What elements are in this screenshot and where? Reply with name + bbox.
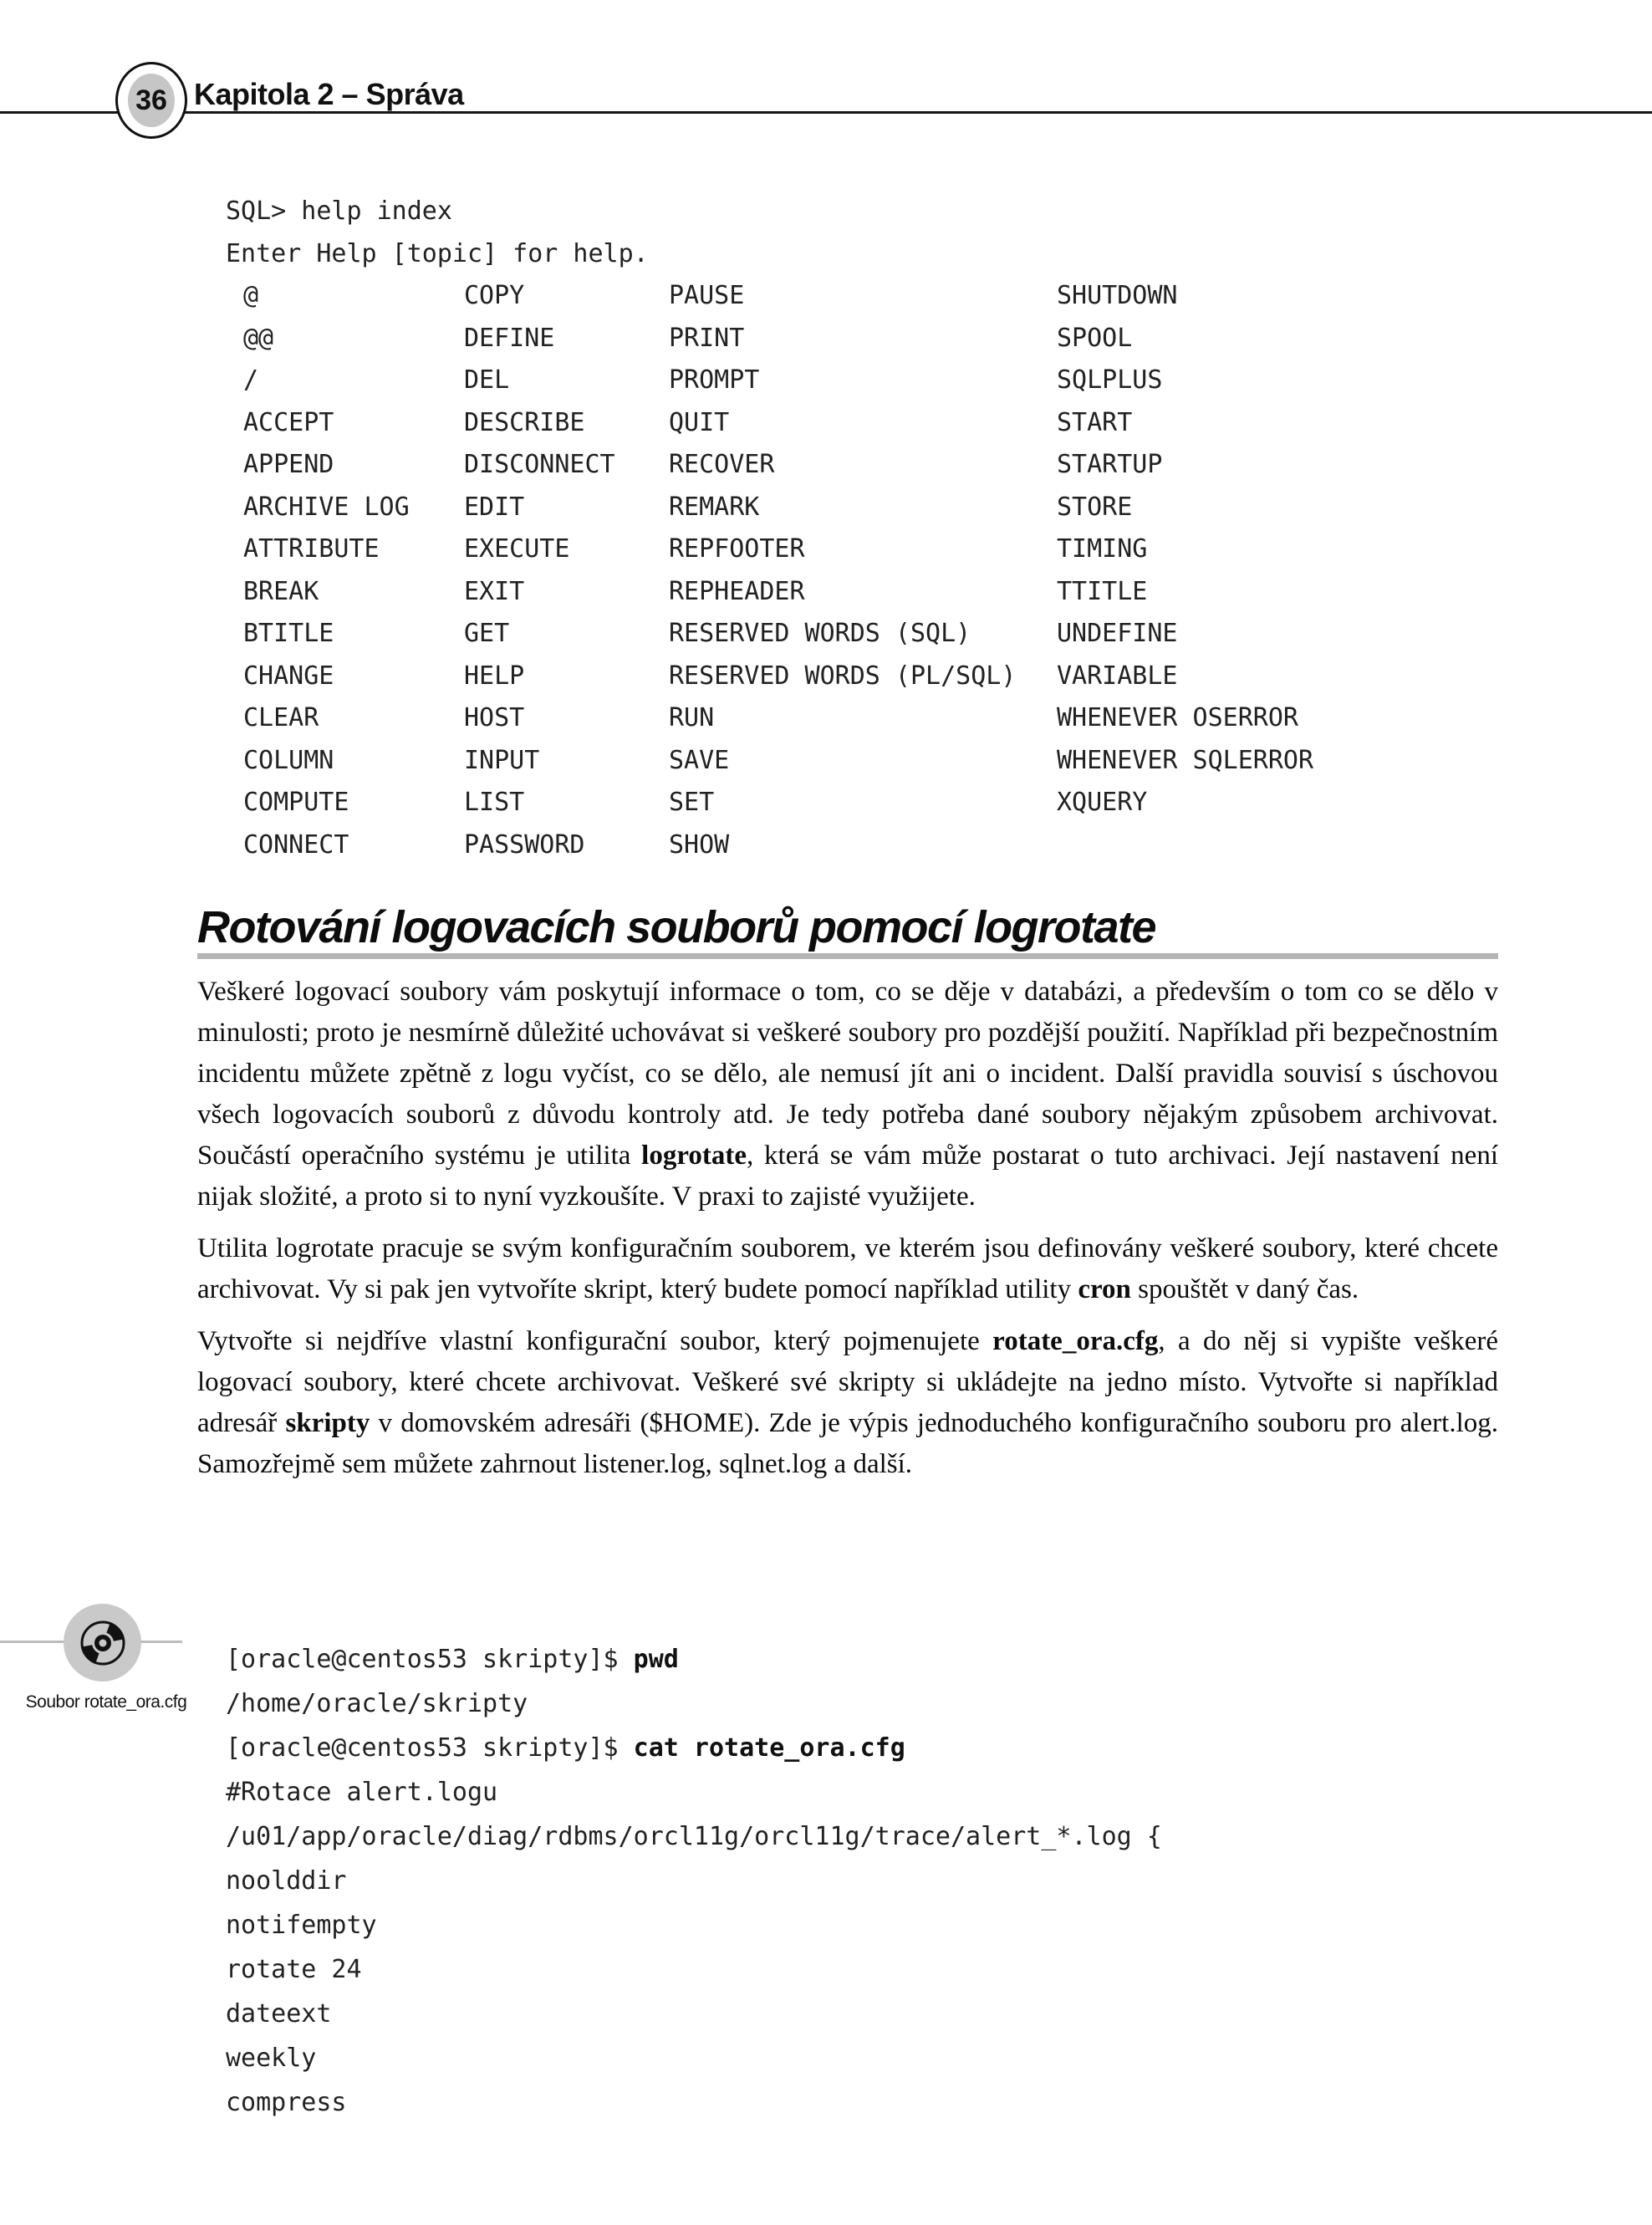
- sql-command: RECOVER: [669, 450, 775, 479]
- paragraph: Veškeré logovací soubory vám poskytují informace o tom, co se děje v databázi, a především o tom co se dělo v minulosti; proto je nesmírně důležité uchovávat si veškeré soubory pro pozdější použití. Například při bezpečnostním incidentu můžete zpětně z logu vyčíst, co se dělo, ale nemusí jít ani o incident. Další pravidla souvisí s úschovou všech logovacích souborů z důvodu kontroly atd. Je tedy potřeba dané soubory nějakým způsobem archivovat. Součástí operačního systému je utilita logrotate, která se vám může postarat o tuto archivaci. Její nastavení není nijak složité, a proto si to nyní vyzkoušíte. V praxi to zajisté využijete.: [197, 977, 1498, 1212]
- sql-command: SQLPLUS: [1057, 365, 1163, 395]
- sql-command: PASSWORD: [464, 829, 585, 860]
- sql-command: WHENEVER SQLERROR: [1057, 745, 1314, 775]
- sql-command: RESERVED WORDS (PL/SQL): [669, 661, 1017, 691]
- paragraph: Utilita logrotate pracuje se svým konfiguračním souborem, ve kterém jsou definovány veškeré soubory, které chcete archivovat. Vy si pak jen vytvoříte skript, který budete pomocí například utility cron spouštět v daný čas.: [197, 1233, 1498, 1304]
- sql-command: DEL: [464, 365, 510, 395]
- sql-command: CLEAR: [243, 703, 319, 732]
- sql-command: GET: [464, 619, 510, 648]
- sql-command: ATTRIBUTE: [243, 534, 380, 564]
- sql-command: LIST: [464, 788, 525, 817]
- sql-command: VARIABLE: [1057, 661, 1178, 691]
- terminal-line: notifempty: [226, 1911, 377, 1940]
- sql-command-grid: [226, 275, 1313, 866]
- sql-command: BTITLE: [243, 619, 334, 648]
- sql-command: ARCHIVE LOG: [243, 492, 410, 522]
- sql-command: ACCEPT: [243, 407, 334, 437]
- margin-note-label: Soubor rotate_ora.cfg: [25, 1692, 187, 1712]
- sql-command: CONNECT: [243, 829, 349, 860]
- section-heading: Rotování logovacích souborů pomocí logrotate: [197, 902, 1156, 952]
- heading-underline: [197, 953, 1498, 959]
- page-number: 36: [128, 74, 175, 127]
- sql-command: /: [243, 365, 259, 395]
- sql-command: REMARK: [669, 492, 760, 522]
- terminal-line: noolddir: [226, 1866, 347, 1896]
- body-text: [197, 972, 1498, 1496]
- terminal-line: #Rotace alert.logu: [226, 1778, 498, 1807]
- sql-command: XQUERY: [1057, 788, 1148, 817]
- terminal-line: /u01/app/oracle/diag/rdbms/orcl11g/orcl11g/trace/alert_*.log {: [226, 1822, 1162, 1851]
- sql-command: @@: [243, 323, 274, 353]
- sql-command: PROMPT: [669, 365, 760, 395]
- sql-command: COMPUTE: [243, 788, 349, 817]
- sql-command: PAUSE: [669, 281, 745, 310]
- sql-command: HELP: [464, 661, 525, 691]
- sql-help-line: Enter Help [topic] for help.: [226, 238, 649, 268]
- sql-command: DISCONNECT: [464, 450, 615, 479]
- sql-command: BREAK: [243, 576, 319, 606]
- sql-command: STARTUP: [1057, 450, 1163, 479]
- sql-command: @: [243, 281, 259, 310]
- cd-icon: [76, 1616, 130, 1670]
- sql-command: HOST: [464, 703, 525, 732]
- sql-command: DEFINE: [464, 323, 555, 353]
- terminal-listing: [226, 1637, 1162, 2125]
- terminal-line: weekly: [226, 2044, 317, 2073]
- sql-help-listing: [226, 191, 1313, 866]
- sql-command: EXIT: [464, 576, 525, 606]
- sql-command: QUIT: [669, 407, 730, 437]
- sql-command: START: [1057, 407, 1133, 437]
- chapter-title: Kapitola 2 – Správa: [194, 77, 464, 111]
- sql-command: WHENEVER OSERROR: [1057, 703, 1298, 732]
- terminal-line: [oracle@centos53 skripty]$ pwd: [226, 1645, 679, 1674]
- sql-command: RUN: [669, 703, 715, 732]
- margin-note-badge: [64, 1604, 141, 1682]
- sql-command: EDIT: [464, 492, 525, 522]
- sql-command: SHUTDOWN: [1057, 281, 1178, 310]
- sql-command: COLUMN: [243, 745, 334, 775]
- sql-command: REPHEADER: [669, 576, 805, 606]
- sql-command: STORE: [1057, 492, 1133, 522]
- sql-prompt-line: SQL> help index: [226, 196, 452, 226]
- sql-command: [1057, 824, 1313, 867]
- terminal-line: /home/oracle/skripty: [226, 1689, 528, 1718]
- page-number-badge: [115, 62, 187, 139]
- sql-command: TTITLE: [1057, 576, 1148, 606]
- sql-command: CHANGE: [243, 661, 334, 691]
- terminal-line: rotate 24: [226, 1955, 362, 1984]
- sql-command: COPY: [464, 281, 525, 310]
- sql-command: DESCRIBE: [464, 407, 585, 437]
- terminal-line: dateext: [226, 1999, 332, 2029]
- sql-command: TIMING: [1057, 534, 1148, 564]
- terminal-line: [oracle@centos53 skripty]$ cat rotate_ora.cfg: [226, 1733, 905, 1763]
- sql-command: UNDEFINE: [1057, 619, 1178, 648]
- sql-command: APPEND: [243, 450, 334, 479]
- sql-command: RESERVED WORDS (SQL): [669, 619, 971, 648]
- sql-command: EXECUTE: [464, 534, 570, 564]
- terminal-line: compress: [226, 2088, 347, 2117]
- sql-command: SHOW: [669, 829, 730, 860]
- sql-command: PRINT: [669, 323, 745, 353]
- sql-command: REPFOOTER: [669, 534, 805, 564]
- sql-command: SET: [669, 788, 715, 817]
- sql-command: SPOOL: [1057, 323, 1133, 353]
- sql-command: INPUT: [464, 745, 540, 775]
- paragraph: Vytvořte si nejdříve vlastní konfigurační soubor, který pojmenujete rotate_ora.cfg, a do něj si vypište veškeré logovací soubory, které chcete archivovat. Veškeré své skripty si ukládejte na jedno místo. Vytvořte si například adresář skripty v domovském adresáři ($HOME). Zde je výpis jednoduchého konfiguračního souboru pro alert.log. Samozřejmě sem můžete zahrnout listener.log, sqlnet.log a další.: [197, 1326, 1499, 1479]
- sql-command: SAVE: [669, 745, 730, 775]
